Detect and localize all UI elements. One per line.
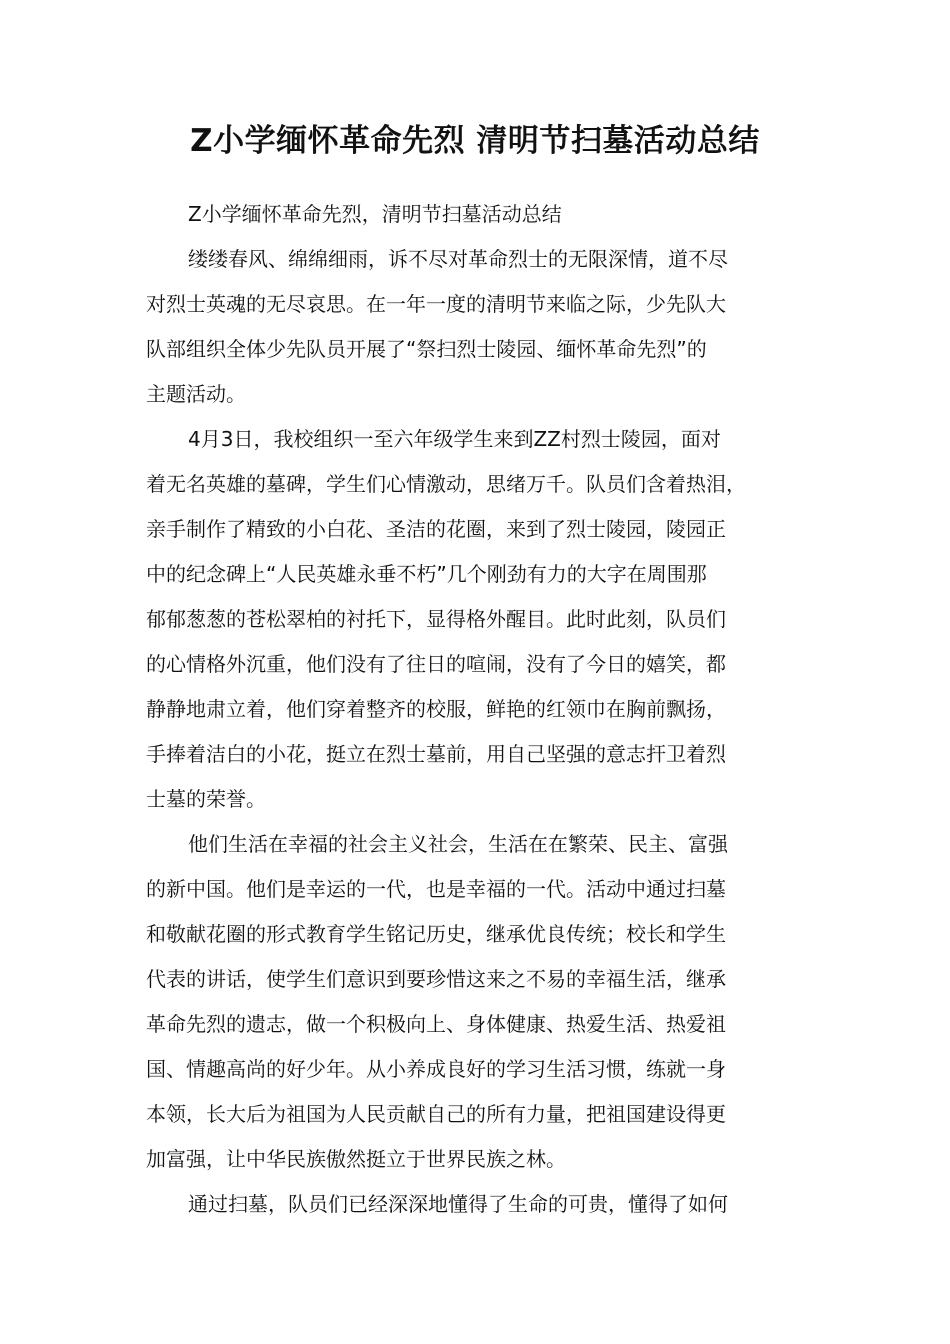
text-line: 主题活动。 [146, 382, 246, 406]
text-line: 革命先烈的遗志，做一个积极向上、身体健康、热爱生活、热爱祖 [146, 1012, 726, 1036]
text-line: 士墓的荣誉。 [146, 787, 266, 811]
document-title: Z小学缅怀革命先烈 清明节扫墓活动总结 [190, 123, 760, 159]
text-line: 亲手制作了精致的小白花、圣洁的花圈，来到了烈士陵园，陵园正 [146, 517, 726, 541]
text-line: 队部组织全体少先队员开展了“祭扫烈士陵园、缅怀革命先烈”的 [146, 337, 707, 361]
text-line: Z小学缅怀革命先烈，清明节扫墓活动总结 [188, 202, 562, 226]
paragraph-intro [146, 237, 826, 417]
text-line: 对烈士英魂的无尽哀思。在一年一度的清明节来临之际，少先队大 [146, 292, 726, 316]
paragraph-subtitle [146, 192, 826, 237]
text-line: 郁郁葱葱的苍松翠柏的衬托下，显得格外醒目。此时此刻，队员们 [146, 607, 726, 631]
text-line: 缕缕春风、绵绵细雨，诉不尽对革命烈士的无限深情，道不尽 [188, 247, 728, 271]
text-line: 加富强，让中华民族傲然挺立于世界民族之林。 [146, 1147, 566, 1171]
text-line: 他们生活在幸福的社会主义社会，生活在在繁荣、民主、富强 [188, 832, 728, 856]
text-line: 的新中国。他们是幸运的一代，也是幸福的一代。活动中通过扫墓 [146, 877, 726, 901]
document-body [146, 192, 826, 1227]
text-line: 手捧着洁白的小花，挺立在烈士墓前，用自己坚强的意志扞卫着烈 [146, 742, 726, 766]
text-line: 国、情趣高尚的好少年。从小养成良好的学习生活习惯，练就一身 [146, 1057, 726, 1081]
paragraph-activity [146, 417, 826, 822]
text-line: 和敬献花圈的形式教育学生铭记历史，继承优良传统；校长和学生 [146, 922, 726, 946]
text-line: 的心情格外沉重，他们没有了往日的喧闹，没有了今日的嬉笑，都 [146, 652, 726, 676]
text-line: 代表的讲话，使学生们意识到要珍惜这来之不易的幸福生活，继承 [146, 967, 726, 991]
text-line: 着无名英雄的墓碑，学生们心情激动，思绪万千。队员们含着热泪， [146, 472, 746, 496]
paragraph-conclusion [146, 1182, 826, 1227]
text-line: 中的纪念碑上“人民英雄永垂不朽”几个刚劲有力的大字在周围那 [146, 562, 707, 586]
text-line: 静静地肃立着，他们穿着整齐的校服，鲜艳的红领巾在胸前飘扬， [146, 697, 726, 721]
paragraph-reflection [146, 822, 826, 1182]
text-line: 本领，长大后为祖国为人民贡献自己的所有力量，把祖国建设得更 [146, 1102, 726, 1126]
text-line: 通过扫墓，队员们已经深深地懂得了生命的可贵，懂得了如何 [188, 1192, 728, 1216]
text-line: 4月3日，我校组织一至六年级学生来到ZZ村烈士陵园，面对 [188, 427, 721, 451]
